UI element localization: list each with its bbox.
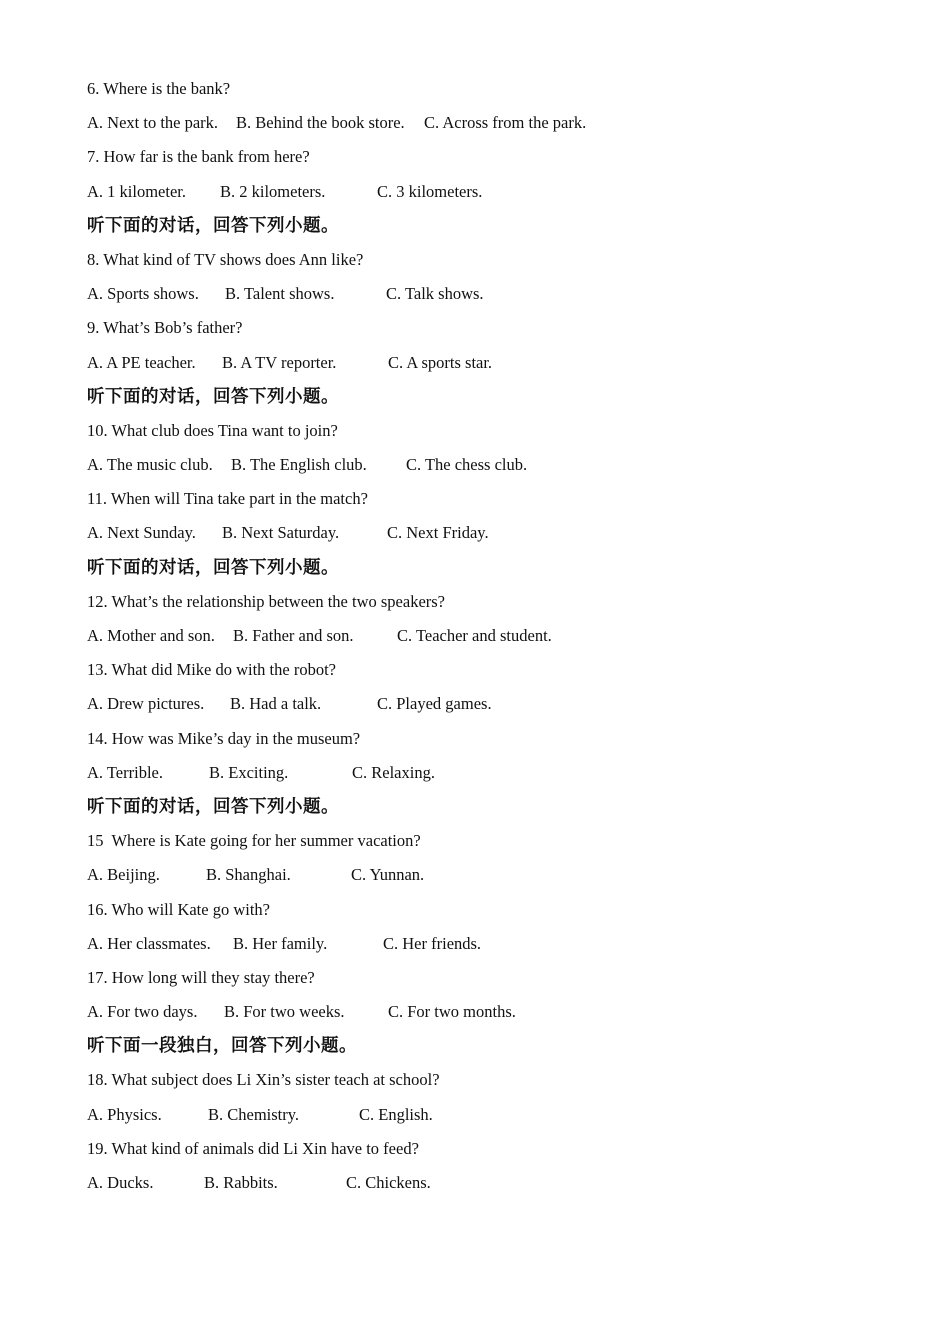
option-a: A. A PE teacher. <box>87 352 196 372</box>
options-8 <box>87 277 887 311</box>
option-b: B. Had a talk. <box>230 694 322 714</box>
option-a: A. Her classmates. <box>87 933 211 953</box>
question-13: 13. What did Mike do with the robot? <box>87 660 336 680</box>
option-c: C. For two months. <box>388 1002 516 1022</box>
option-a: A. The music club. <box>87 455 213 475</box>
option-c: C. Teacher and student. <box>397 626 552 645</box>
option-c: C. The chess club. <box>406 455 528 475</box>
option-b: B. Talent shows. <box>225 284 335 304</box>
option-a: A. For two days. <box>87 1002 198 1022</box>
option-a: A. Terrible. <box>87 762 163 782</box>
option-b: B. A TV reporter. <box>222 352 337 372</box>
option-a: A. Sports shows. <box>87 284 199 304</box>
options-19 <box>87 1166 887 1200</box>
question-9: 9. What’s Bob’s father? <box>87 318 243 338</box>
section-heading: 听下面的对话，回答下列小题。 <box>87 796 339 817</box>
section-heading: 听下面的对话，回答下列小题。 <box>87 386 339 407</box>
option-c: C. 3 kilometers. <box>377 181 483 201</box>
section-heading: 听下面的对话，回答下列小题。 <box>87 215 339 236</box>
question-15: 15 Where is Kate going for her summer vacation? <box>87 831 421 851</box>
section-heading: 听下面的对话，回答下列小题。 <box>87 557 339 578</box>
question-19: 19. What kind of animals did Li Xin have to feed? <box>87 1138 419 1158</box>
options-12 <box>87 619 887 653</box>
options-11 <box>87 516 887 550</box>
option-c: C. Relaxing. <box>352 762 435 782</box>
option-c: C. Next Friday. <box>387 523 489 543</box>
question-6: 6. Where is the bank? <box>87 79 231 98</box>
question-10: 10. What club does Tina want to join? <box>87 420 338 440</box>
option-c: C. Yunnan. <box>351 865 425 885</box>
options-17 <box>87 995 887 1029</box>
option-a: A. Physics. <box>87 1104 162 1124</box>
question-7: 7. How far is the bank from here? <box>87 147 310 167</box>
option-c: C. English. <box>359 1104 433 1124</box>
option-a: A. Next Sunday. <box>87 523 196 543</box>
option-b: B. Father and son. <box>233 626 354 645</box>
option-b: B. 2 kilometers. <box>220 181 326 201</box>
option-c: C. Her friends. <box>383 933 482 953</box>
option-a: A. Ducks. <box>87 1173 154 1192</box>
option-b: B. Chemistry. <box>208 1104 300 1124</box>
option-b: B. Exciting. <box>209 762 289 782</box>
worksheet <box>87 72 887 1200</box>
options-15 <box>87 858 887 892</box>
option-a: A. Beijing. <box>87 865 160 885</box>
option-b: B. Rabbits. <box>204 1173 278 1192</box>
question-14: 14. How was Mike’s day in the museum? <box>87 728 361 748</box>
question-17: 17. How long will they stay there? <box>87 967 315 987</box>
options-13 <box>87 687 887 721</box>
options-18 <box>87 1098 887 1132</box>
options-6 <box>87 106 887 140</box>
option-b: B. The English club. <box>231 455 367 475</box>
options-10 <box>87 448 887 482</box>
option-b: B. Her family. <box>233 933 328 953</box>
option-c: C. Talk shows. <box>386 284 484 304</box>
option-c: C. A sports star. <box>388 352 493 372</box>
question-8: 8. What kind of TV shows does Ann like? <box>87 249 364 269</box>
question-11: 11. When will Tina take part in the match? <box>87 489 368 509</box>
option-c: C. Across from the park. <box>424 113 587 133</box>
question-12: 12. What’s the relationship between the two speakers? <box>87 591 446 611</box>
options-14 <box>87 756 887 790</box>
options-9 <box>87 346 887 380</box>
question-16: 16. Who will Kate go with? <box>87 899 270 919</box>
question-18: 18. What subject does Li Xin’s sister teach at school? <box>87 1070 440 1090</box>
options-16 <box>87 927 887 961</box>
option-b: B. Shanghai. <box>206 865 291 885</box>
options-7 <box>87 175 887 209</box>
option-b: B. Next Saturday. <box>222 523 340 543</box>
option-c: C. Played games. <box>377 694 492 714</box>
option-a: A. Next to the park. <box>87 113 219 133</box>
option-a: A. Mother and son. <box>87 626 215 645</box>
option-c: C. Chickens. <box>346 1173 431 1192</box>
option-a: A. Drew pictures. <box>87 694 205 714</box>
option-a: A. 1 kilometer. <box>87 181 186 201</box>
option-b: B. Behind the book store. <box>236 113 405 133</box>
option-b: B. For two weeks. <box>224 1002 345 1022</box>
section-heading: 听下面一段独白，回答下列小题。 <box>87 1036 357 1057</box>
